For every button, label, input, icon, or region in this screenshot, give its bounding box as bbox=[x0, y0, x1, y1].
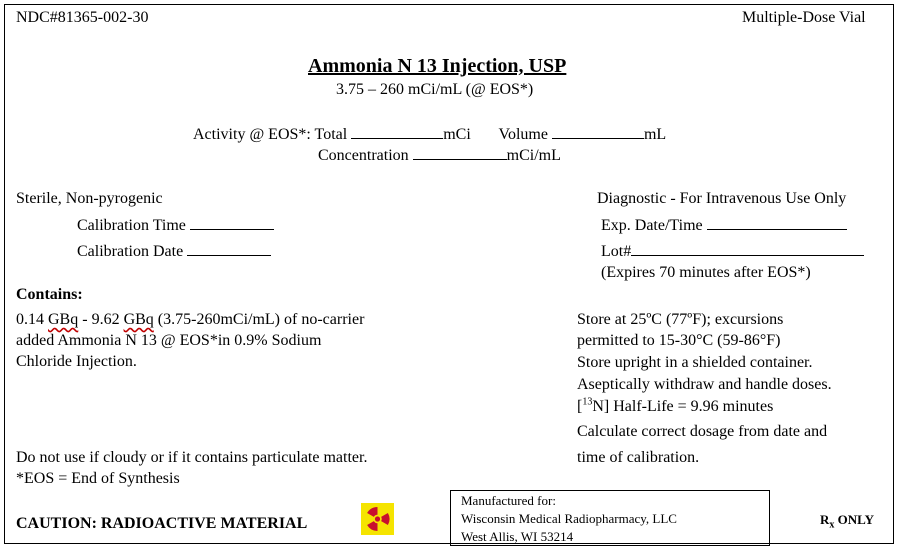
lot-blank bbox=[631, 241, 864, 256]
rx-only-text: ONLY bbox=[834, 512, 875, 527]
lot-label: Lot# bbox=[601, 243, 632, 260]
calibration-time-line bbox=[77, 215, 274, 236]
concentration-line bbox=[318, 145, 561, 166]
volume-label: Volume bbox=[498, 126, 548, 143]
vial-type: Multiple-Dose Vial bbox=[742, 9, 866, 26]
calibration-date-label: Calibration Date bbox=[77, 243, 184, 260]
concentration-unit: mCi/mL bbox=[506, 147, 561, 164]
storage-line-6: Calculate correct dosage from date and bbox=[577, 423, 828, 440]
lot-line bbox=[601, 241, 864, 262]
contains-line-1 bbox=[16, 310, 364, 330]
product-title: Ammonia N 13 Injection, USP bbox=[308, 55, 567, 77]
rx-x: x bbox=[829, 519, 835, 531]
caution-text: CAUTION: RADIOACTIVE MATERIAL bbox=[16, 515, 308, 532]
gbq-unit: GBq bbox=[48, 311, 79, 328]
gbq-high-value: 9.62 bbox=[91, 311, 120, 328]
calibration-time-blank bbox=[190, 215, 274, 230]
calibration-date-line bbox=[77, 241, 271, 262]
half-life-text: N] Half-Life = 9.96 minutes bbox=[592, 398, 774, 415]
rx-r: R bbox=[820, 512, 830, 527]
concentration-blank bbox=[413, 145, 507, 160]
contains-heading: Contains: bbox=[16, 286, 83, 303]
rx-only bbox=[820, 510, 874, 530]
manufacturer-name: Wisconsin Medical Radiopharmacy, LLC bbox=[461, 511, 677, 526]
ndc-number: NDC#81365-002-30 bbox=[16, 9, 149, 26]
manufacturer-label: Manufactured for: bbox=[461, 493, 556, 508]
contains-line-2: added Ammonia N 13 @ EOS*in 0.9% Sodium bbox=[16, 332, 322, 349]
expires-note: (Expires 70 minutes after EOS*) bbox=[601, 264, 811, 281]
contains-line-1-rest: (3.75-260mCi/mL) of no-carrier bbox=[153, 311, 365, 328]
activity-total-blank bbox=[351, 124, 443, 139]
activity-total-unit: mCi bbox=[443, 126, 471, 143]
manufacturer-box bbox=[450, 490, 770, 546]
concentration-label: Concentration bbox=[318, 147, 409, 164]
half-life-line bbox=[577, 397, 773, 417]
radiation-trefoil-icon bbox=[361, 503, 394, 535]
manufacturer-address: West Allis, WI 53214 bbox=[461, 529, 574, 544]
volume-unit: mL bbox=[643, 126, 667, 143]
exp-date-label: Exp. Date/Time bbox=[601, 217, 703, 234]
activity-line bbox=[193, 124, 666, 145]
storage-line-4: Aseptically withdraw and handle doses. bbox=[577, 376, 832, 393]
storage-line-3: Store upright in a shielded container. bbox=[577, 354, 813, 371]
storage-line-1: Store at 25ºC (77ºF); excursions bbox=[577, 311, 784, 328]
exp-date-blank bbox=[707, 215, 847, 230]
sterile-statement: Sterile, Non-pyrogenic bbox=[16, 190, 163, 207]
volume-blank bbox=[552, 124, 644, 139]
range-dash: - bbox=[78, 311, 92, 328]
diagnostic-statement: Diagnostic - For Intravenous Use Only bbox=[597, 190, 847, 207]
storage-line-7: time of calibration. bbox=[577, 449, 700, 466]
calibration-date-blank bbox=[187, 241, 271, 256]
gbq-low-value: 0.14 bbox=[16, 311, 44, 328]
activity-total-label: Activity @ EOS*: Total bbox=[193, 126, 348, 143]
gbq-unit: GBq bbox=[123, 311, 154, 328]
eos-definition: *EOS = End of Synthesis bbox=[16, 470, 180, 487]
product-strength: 3.75 – 260 mCi/mL (@ EOS*) bbox=[336, 81, 534, 98]
contains-line-3: Chloride Injection. bbox=[16, 353, 137, 370]
cloudy-warning: Do not use if cloudy or if it contains particulate matter. bbox=[16, 449, 368, 466]
storage-line-2: permitted to 15-30°C (59-86°F) bbox=[577, 332, 781, 349]
exp-date-line bbox=[601, 215, 847, 236]
half-life-superscript: 13 bbox=[582, 396, 593, 408]
calibration-time-label: Calibration Time bbox=[77, 217, 186, 234]
half-life-open-bracket: [ bbox=[577, 398, 583, 415]
